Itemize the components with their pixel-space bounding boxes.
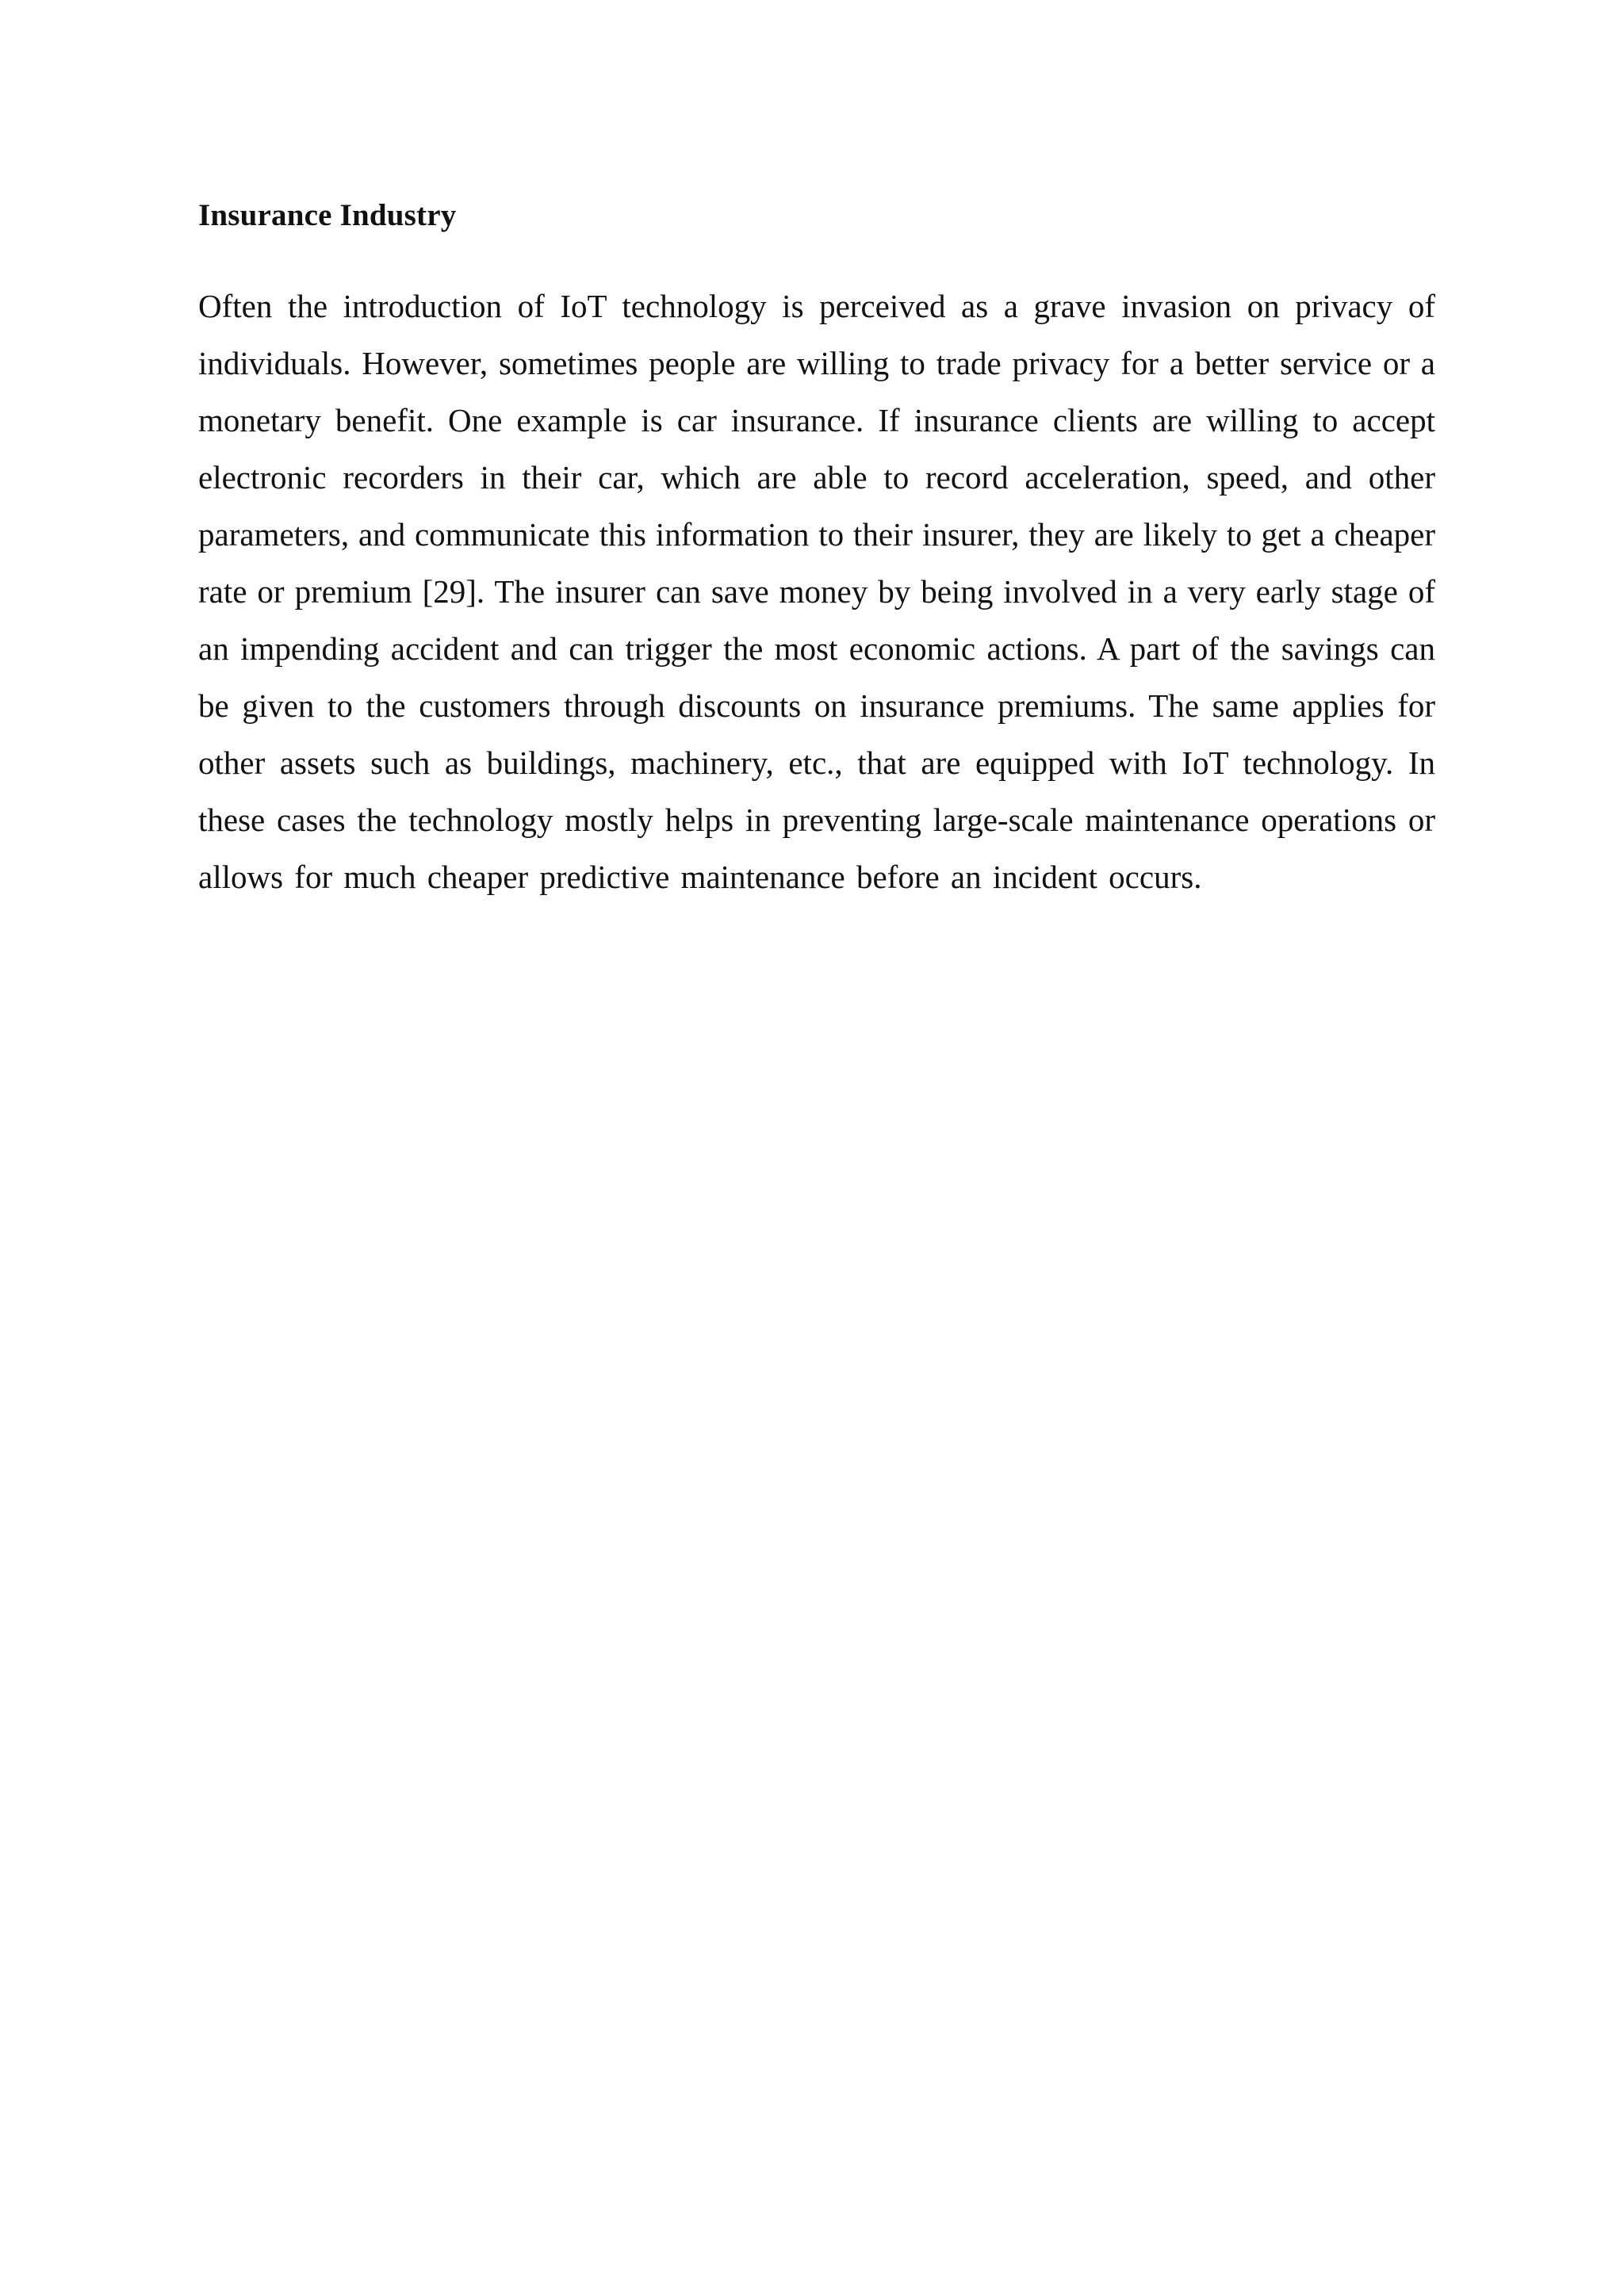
body-paragraph (198, 277, 1435, 905)
paragraph-line: these cases the technology mostly helps in preventing large-scale maintenance operations or (198, 802, 1435, 838)
paragraph-line: Often the introduction of IoT technology is perceived as a grave invasion on privacy of (198, 288, 1435, 324)
paragraph-line: electronic recorders in their car, which are able to record acceleration, speed, and other (198, 459, 1435, 496)
paragraph-line: an impending accident and can trigger the most economic actions. A part of the savings can (198, 630, 1435, 667)
page-content (198, 187, 1435, 905)
paragraph-line: individuals. However, sometimes people are willing to trade privacy for a better service or a (198, 345, 1435, 381)
paragraph-line: allows for much cheaper predictive maintenance before an incident occurs. (198, 859, 1202, 895)
paragraph-line: parameters, and communicate this information to their insurer, they are likely to get a cheaper (198, 516, 1435, 553)
paragraph-line: be given to the customers through discounts on insurance premiums. The same applies for (198, 687, 1435, 724)
paragraph-line: rate or premium [29]. The insurer can save money by being involved in a very early stage of (198, 573, 1435, 610)
paragraph-line: other assets such as buildings, machinery, etc., that are equipped with IoT technology. In (198, 744, 1435, 781)
section-heading: Insurance Industry (198, 198, 457, 232)
paragraph-line: monetary benefit. One example is car insurance. If insurance clients are willing to accept (198, 402, 1435, 438)
